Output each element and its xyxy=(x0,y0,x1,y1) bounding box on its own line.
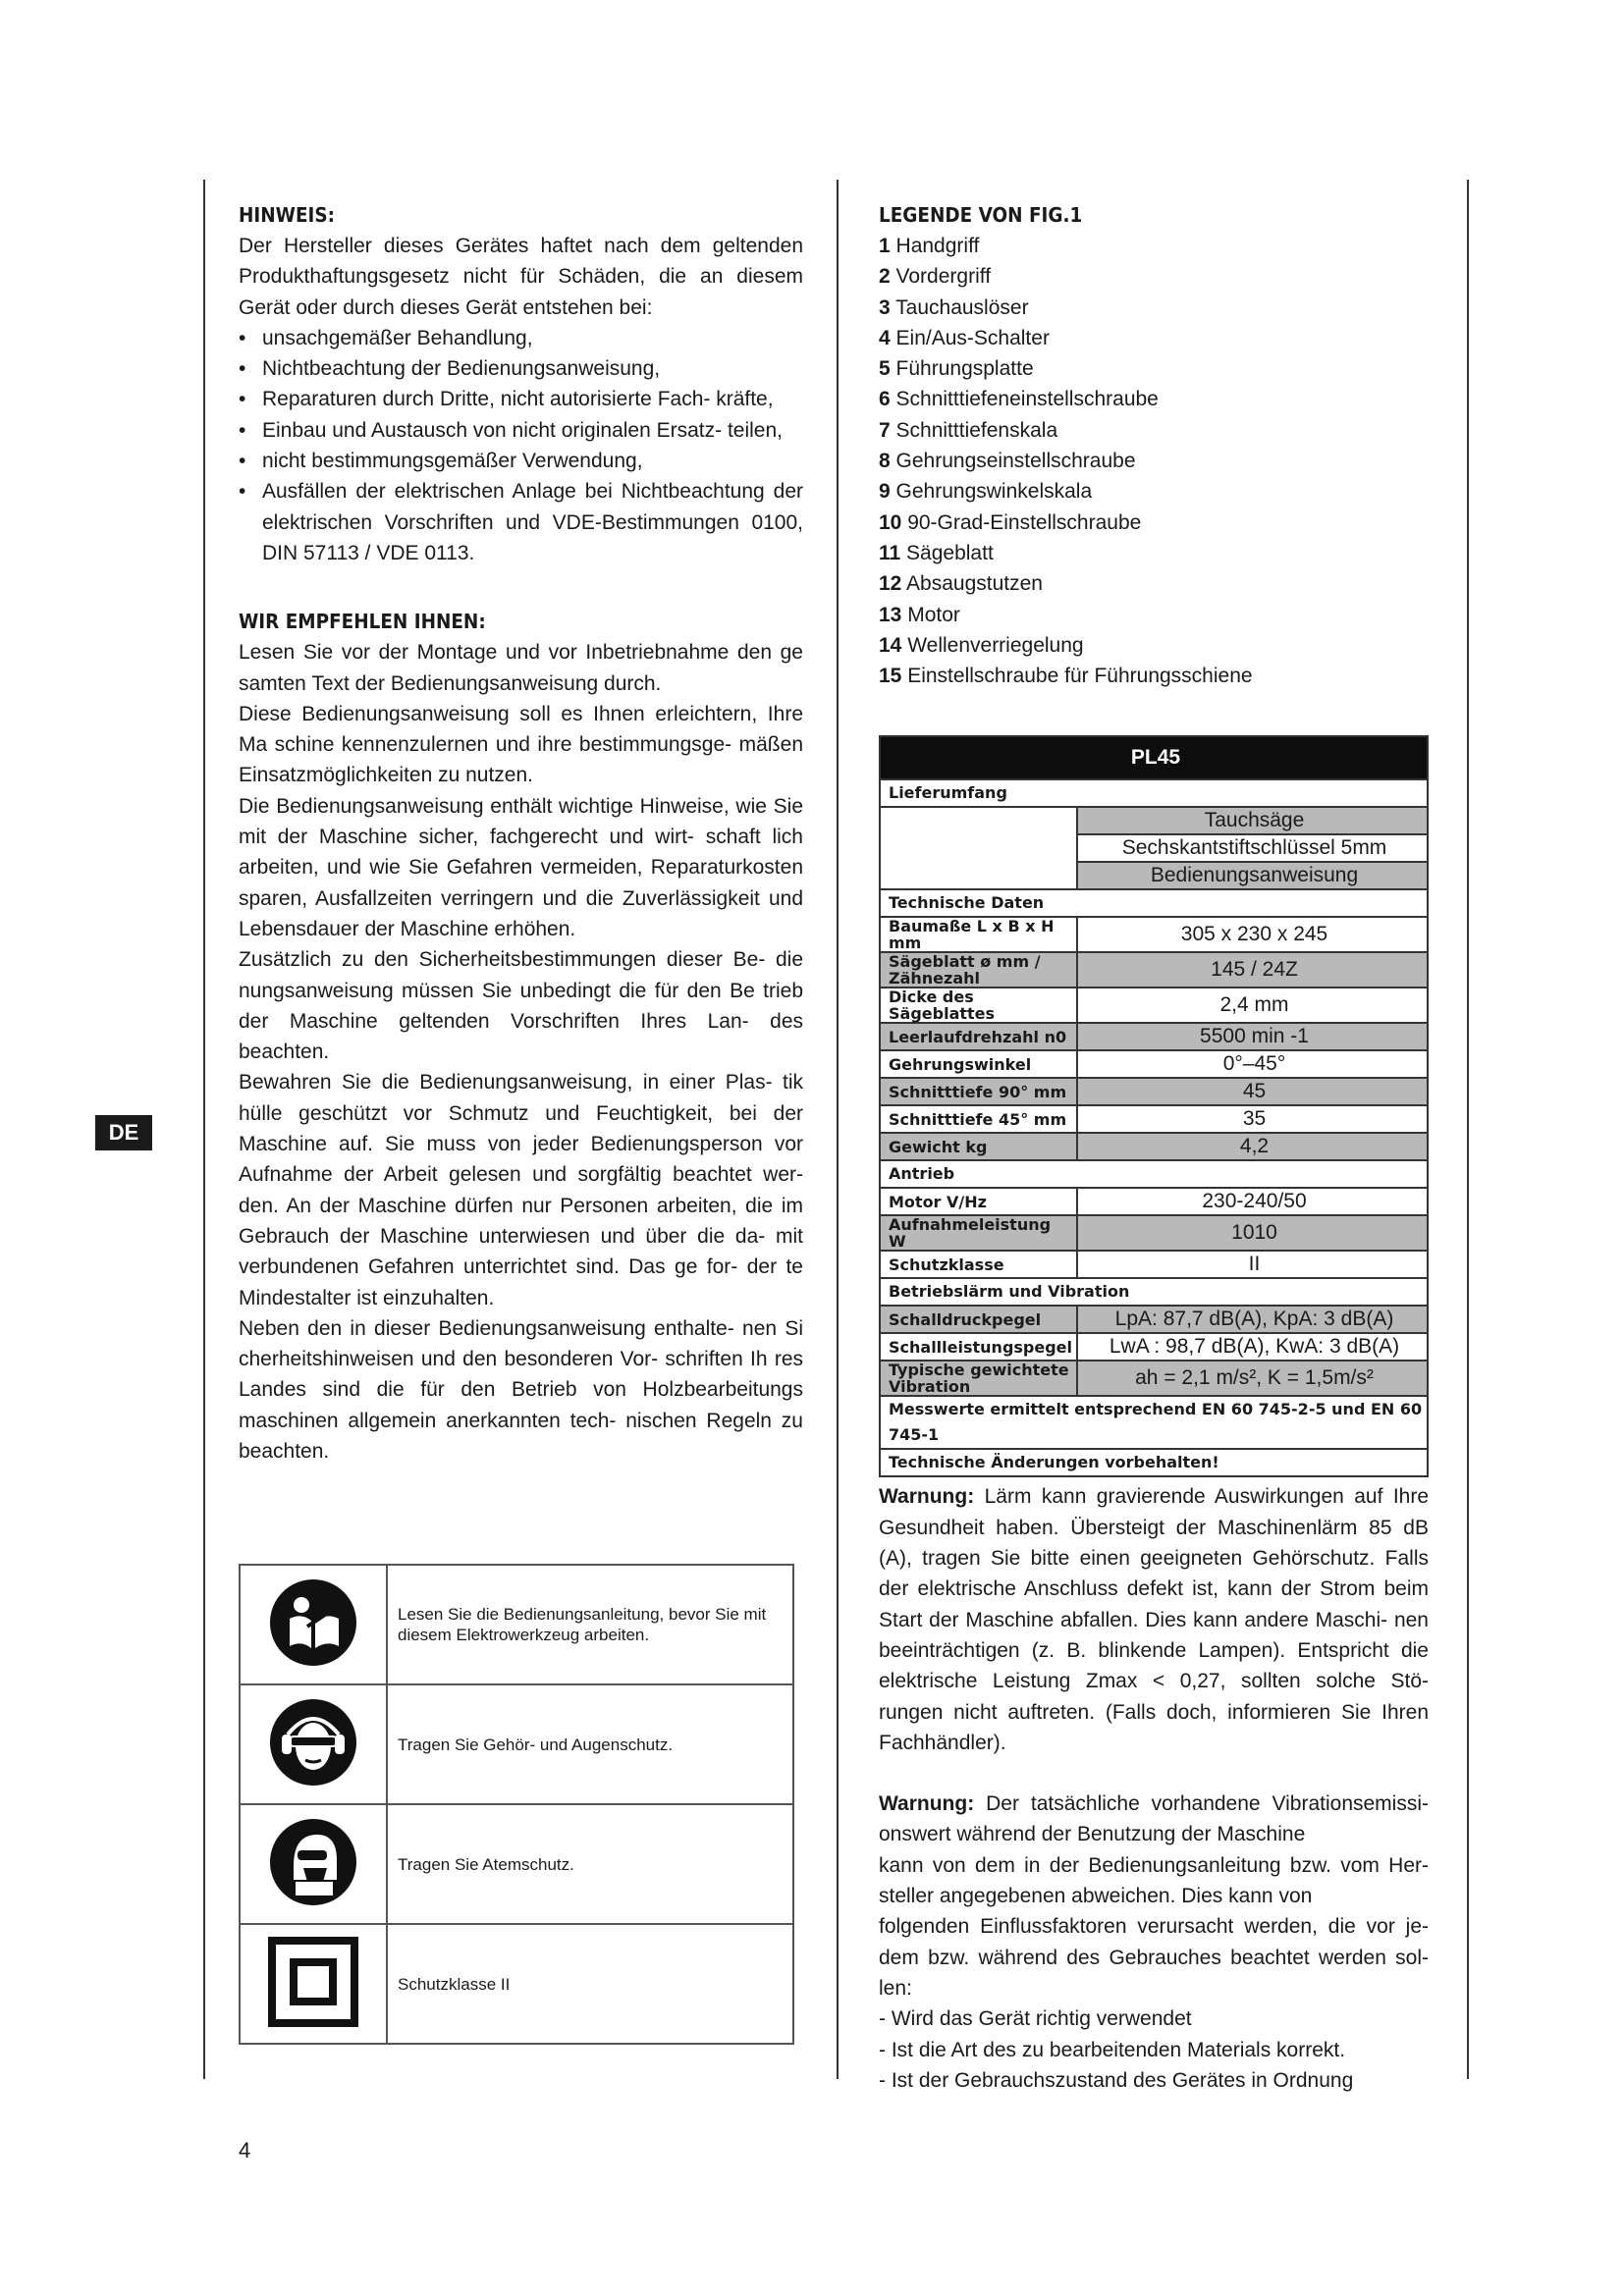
list-item: • Reparaturen durch Dritte, nicht autorisierte Fach- kräfte, xyxy=(239,384,803,414)
column-rule-right xyxy=(1467,180,1469,2079)
list-item: • unsachgemäßer Behandlung, xyxy=(239,323,803,353)
respirator-icon xyxy=(268,1817,358,1907)
warning-vibration: Warnung: Der tatsächliche vorhandene Vibrationsemissi- onswert während der Benutzung der Maschine kann von dem in der Bedienungsanleitung bzw. vom Her- steller angegebenen abweichen. Dies kann von folgenden Einflussfaktoren verursacht werden, die vor je- dem bzw. während des Gebrauches beachtet werden sol- len: - Wird das Gerät richtig verwendet - Ist die Art des zu bearbeitenden Materials korrekt. - Ist der Gebrauchszustand des Gerätes in Ordnung xyxy=(879,1789,1429,2096)
spec-value: 5500 min -1 xyxy=(1077,1023,1428,1050)
list-item: 4 Ein/Aus-Schalter xyxy=(879,326,1050,349)
list-item: 14 Wellenverriegelung xyxy=(879,633,1084,657)
column-rule-middle xyxy=(837,180,839,2079)
table-row xyxy=(880,1215,1428,1251)
table-row: Antrieb xyxy=(880,1160,1428,1188)
spec-value: 305 x 230 x 245 xyxy=(1077,917,1428,952)
table-row xyxy=(880,1050,1428,1078)
spec-label: Gehrungswinkel xyxy=(880,1050,1077,1078)
laerm-rows xyxy=(880,1306,1428,1396)
antrieb-rows xyxy=(880,1188,1428,1278)
spec-label: Typische gewichtete Vibration xyxy=(880,1361,1077,1396)
protection-class-ii-icon xyxy=(268,1937,358,2027)
safety-symbols-table xyxy=(239,1564,794,2045)
table-row xyxy=(880,1251,1428,1278)
ear-eye-protection-icon xyxy=(268,1697,358,1788)
spec-value: 45 xyxy=(1077,1078,1428,1105)
table-row xyxy=(880,1306,1428,1333)
list-item: 1 Handgriff xyxy=(879,235,980,257)
spec-label: Gewicht kg xyxy=(880,1133,1077,1160)
list-item: - Ist die Art des zu bearbeitenden Materials korrekt. xyxy=(879,2038,1346,2061)
spec-label: Schnitttiefe 45° mm xyxy=(880,1105,1077,1133)
spec-value: 145 / 24Z xyxy=(1077,952,1428,988)
hinweis-list xyxy=(239,323,803,568)
table-row: Betriebslärm und Vibration xyxy=(880,1278,1428,1306)
right-column xyxy=(879,199,1429,2096)
list-item: - Wird das Gerät richtig verwendet xyxy=(879,2007,1192,2031)
spec-table xyxy=(879,735,1429,1477)
table-row xyxy=(880,988,1428,1023)
hinweis-intro: Der Hersteller dieses Gerätes haftet nach dem geltenden Produkthaftungsgesetz nicht für Schäden, die an diesem Gerät oder durch dieses Gerät entstehen bei: xyxy=(239,235,803,319)
table-row xyxy=(880,1023,1428,1050)
table-row: Technische Daten xyxy=(880,889,1428,917)
list-item: 12 Absaugstutzen xyxy=(879,572,1043,596)
spec-label: Aufnahmeleistung W xyxy=(880,1215,1077,1251)
table-row: Messwerte ermittelt entsprechend EN 60 745-2-5 und EN 60 745-1 xyxy=(880,1396,1428,1449)
table-row: Sechskantstiftschlüssel 5mm xyxy=(880,834,1428,862)
spec-label: Schutzklasse xyxy=(880,1251,1077,1278)
list-item: 8 Gehrungseinstellschraube xyxy=(879,450,1136,473)
table-row xyxy=(880,1078,1428,1105)
paragraph: Neben den in dieser Bedienungsanweisung enthalte- nen Si cherheitshinweisen und den besonderen Vor- schriften Ih res Landes sind die für den Betrieb von Holzbearbeitungs maschinen allgemein anerkannten tech- nischen Regeln zu beachten. xyxy=(239,1316,803,1463)
paragraph: Diese Bedienungsanweisung soll es Ihnen erleichtern, Ihre Ma schine kennenzulernen und ihre bestimmungsge- mäßen Einsatzmöglichkeiten zu nutzen. xyxy=(239,702,803,787)
column-rule-left xyxy=(203,180,205,2079)
list-item: 10 90-Grad-Einstellschraube xyxy=(879,510,1142,534)
hinweis-heading: HINWEIS: xyxy=(239,203,335,227)
language-badge: DE xyxy=(95,1115,152,1150)
spec-label: Schnitttiefe 90° mm xyxy=(880,1078,1077,1105)
spec-value: 2,4 mm xyxy=(1077,988,1428,1023)
spec-label: Sägeblatt ø mm / Zähnezahl xyxy=(880,952,1077,988)
spec-label: Leerlaufdrehzahl n0 xyxy=(880,1023,1077,1050)
read-manual-icon xyxy=(268,1577,358,1668)
warning-noise: Warnung: Lärm kann gravierende Auswirkungen auf Ihre Gesundheit haben. Übersteigt der Maschinenlärm 85 dB (A), tragen Sie bitte einen geeigneten Gehörschutz. Falls der elektrische Anschluss defekt ist, kann der Strom beim Start der Maschine abfallen. Dies kann andere Maschi- nen beeinträchtigen (z. B. blinkende Lampen). Entspricht die elektrische Leistung Zmax < 0,27, sollten solche Stö- rungen nicht auftreten. (Falls doch, informieren Sie Ihren Fachhändler). xyxy=(879,1485,1429,1754)
spec-value: 4,2 xyxy=(1077,1133,1428,1160)
table-row xyxy=(880,1105,1428,1133)
table-row xyxy=(240,1565,793,1684)
paragraph: Lesen Sie vor der Montage und vor Inbetriebnahme den ge samten Text der Bedienungsanweisung durch. xyxy=(239,641,803,695)
table-row xyxy=(240,1684,793,1804)
table-row xyxy=(880,1333,1428,1361)
spec-value: LwA : 98,7 dB(A), KwA: 3 dB(A) xyxy=(1077,1333,1428,1361)
paragraph: Die Bedienungsanweisung enthält wichtige Hinweise, wie Sie mit der Maschine sicher, fachgerecht und wirt- schaft lich arbeiten, und wie Sie Gefahren vermeiden, Reparaturkosten sparen, Ausfallzeiten verringern und die Zuverlässigkeit und Lebensdauer der Maschine erhöhen. xyxy=(239,794,803,940)
spec-value: 0°–45° xyxy=(1077,1050,1428,1078)
list-item: • Ausfällen der elektrischen Anlage bei Nichtbeachtung der elektrischen Vorschriften und VDE-Bestimmungen 0100, DIN 57113 / VDE 0113. xyxy=(239,476,803,568)
symbol-description: Schutzklasse II xyxy=(387,1924,793,2044)
symbol-description: Lesen Sie die Bedienungsanleitung, bevor Sie mit diesem Elektrowerkzeug arbeiten. xyxy=(387,1565,793,1684)
legend-heading: LEGENDE VON FIG.1 xyxy=(879,203,1083,227)
table-row: Tauchsäge xyxy=(880,807,1428,834)
tech-rows xyxy=(880,917,1428,1160)
list-item: 6 Schnitttiefeneinstellschraube xyxy=(879,388,1159,411)
table-row xyxy=(880,736,1428,779)
table-row xyxy=(880,1188,1428,1215)
paragraph: Bewahren Sie die Bedienungsanweisung, in einer Plas- tik hülle geschützt vor Schmutz und Feuchtigkeit, bei der Maschine auf. Sie muss von jeder Bedienungsperson vor Aufnahme der Arbeit gelesen und sorgfältig beachtet wer- den. An der Maschine dürfen nur Personen arbeiten, die im Gebrauch der Maschine unterwiesen und über die da- mit verbundenen Gefahren unterrichtet sind. Das ge for- der te Mindestalter ist einzuhalten. xyxy=(239,1071,803,1309)
table-row: Technische Änderungen vorbehalten! xyxy=(880,1449,1428,1476)
list-item: • Nichtbeachtung der Bedienungsanweisung, xyxy=(239,353,803,384)
table-row: Bedienungsanweisung xyxy=(880,862,1428,889)
page-number: 4 xyxy=(239,2138,251,2163)
model-name: PL45 xyxy=(880,736,1428,779)
table-row xyxy=(240,1924,793,2044)
table-row xyxy=(880,952,1428,988)
list-item: 3 Tauchauslöser xyxy=(879,295,1029,319)
spec-value: ah = 2,1 m/s², K = 1,5m/s² xyxy=(1077,1361,1428,1396)
paragraph: Zusätzlich zu den Sicherheitsbestimmungen dieser Be- die nungsanweisung müssen Sie unbedingt die für den Be trieb der Maschine geltenden Vorschriften Ihres Lan- des beachten. xyxy=(239,948,803,1064)
table-row xyxy=(880,1361,1428,1396)
empfehlen-heading: WIR EMPFEHLEN IHNEN: xyxy=(239,610,486,634)
table-row: Lieferumfang xyxy=(880,779,1428,807)
list-item: 15 Einstellschraube für Führungsschiene xyxy=(879,665,1253,688)
list-item: 11 Sägeblatt xyxy=(879,541,994,564)
spec-value: 1010 xyxy=(1077,1215,1428,1251)
table-row xyxy=(880,917,1428,952)
list-item: 9 Gehrungswinkelskala xyxy=(879,480,1093,504)
legend-list xyxy=(879,231,1429,691)
table-row xyxy=(240,1804,793,1924)
spec-value: II xyxy=(1077,1251,1428,1278)
list-item: • nicht bestimmungsgemäßer Verwendung, xyxy=(239,446,803,476)
spec-label: Schallleistungspegel xyxy=(880,1333,1077,1361)
spec-value: LpA: 87,7 dB(A), KpA: 3 dB(A) xyxy=(1077,1306,1428,1333)
spec-label: Baumaße L x B x H mm xyxy=(880,917,1077,952)
spec-value: 35 xyxy=(1077,1105,1428,1133)
list-item: - Ist der Gebrauchszustand des Gerätes in Ordnung xyxy=(879,2068,1354,2092)
table-row xyxy=(880,1133,1428,1160)
spec-value: 230-240/50 xyxy=(1077,1188,1428,1215)
list-item: 2 Vordergriff xyxy=(879,265,992,289)
symbol-description: Tragen Sie Atemschutz. xyxy=(387,1804,793,1924)
spec-label: Motor V/Hz xyxy=(880,1188,1077,1215)
list-item: 5 Führungsplatte xyxy=(879,357,1034,381)
list-item: • Einbau und Austausch von nicht originalen Ersatz- teilen, xyxy=(239,415,803,446)
spec-label: Dicke des Sägeblattes xyxy=(880,988,1077,1023)
symbol-description: Tragen Sie Gehör- und Augenschutz. xyxy=(387,1684,793,1804)
list-item: 13 Motor xyxy=(879,603,960,626)
list-item: 7 Schnitttiefenskala xyxy=(879,418,1058,442)
spec-label: Schalldruckpegel xyxy=(880,1306,1077,1333)
left-column xyxy=(239,199,803,1467)
